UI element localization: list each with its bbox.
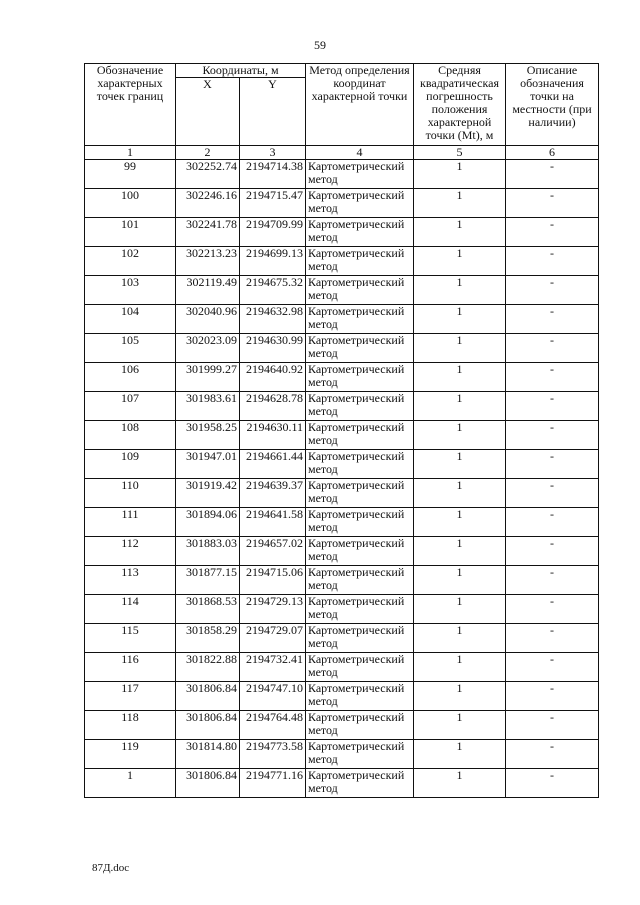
column-number-row — [85, 146, 599, 160]
method-cell: Картометрический метод — [306, 421, 414, 450]
x-coordinate-cell: 301894.06 — [176, 508, 240, 537]
table-row — [85, 363, 599, 392]
error-cell: 1 — [414, 189, 506, 218]
description-cell: - — [506, 769, 599, 798]
point-number-cell: 106 — [85, 363, 176, 392]
table-row — [85, 624, 599, 653]
x-coordinate-cell: 302213.23 — [176, 247, 240, 276]
x-coordinate-cell: 301958.25 — [176, 421, 240, 450]
point-number-cell: 1 — [85, 769, 176, 798]
y-coordinate-cell: 2194729.07 — [240, 624, 306, 653]
error-cell: 1 — [414, 711, 506, 740]
y-coordinate-cell: 2194764.48 — [240, 711, 306, 740]
point-number-cell: 115 — [85, 624, 176, 653]
description-cell: - — [506, 363, 599, 392]
table-row — [85, 595, 599, 624]
point-number-cell: 104 — [85, 305, 176, 334]
description-cell: - — [506, 595, 599, 624]
x-coordinate-cell: 302241.78 — [176, 218, 240, 247]
point-number-cell: 111 — [85, 508, 176, 537]
error-cell: 1 — [414, 537, 506, 566]
table-row — [85, 189, 599, 218]
table-body — [85, 160, 599, 798]
description-cell: - — [506, 218, 599, 247]
description-cell: - — [506, 421, 599, 450]
method-cell: Картометрический метод — [306, 508, 414, 537]
error-cell: 1 — [414, 479, 506, 508]
method-cell: Картометрический метод — [306, 305, 414, 334]
y-coordinate-cell: 2194630.99 — [240, 334, 306, 363]
y-coordinate-cell: 2194661.44 — [240, 450, 306, 479]
y-coordinate-cell: 2194714.38 — [240, 160, 306, 189]
column-number: 6 — [506, 146, 599, 160]
y-coordinate-cell: 2194699.13 — [240, 247, 306, 276]
y-coordinate-cell: 2194641.58 — [240, 508, 306, 537]
table-row — [85, 479, 599, 508]
method-cell: Картометрический метод — [306, 595, 414, 624]
error-cell: 1 — [414, 218, 506, 247]
table-row — [85, 740, 599, 769]
error-cell: 1 — [414, 595, 506, 624]
error-cell: 1 — [414, 450, 506, 479]
method-cell: Картометрический метод — [306, 566, 414, 595]
table-row — [85, 711, 599, 740]
x-coordinate-cell: 302040.96 — [176, 305, 240, 334]
column-number: 4 — [306, 146, 414, 160]
table-row — [85, 682, 599, 711]
description-cell: - — [506, 276, 599, 305]
description-cell: - — [506, 392, 599, 421]
method-cell: Картометрический метод — [306, 363, 414, 392]
x-coordinate-cell: 302023.09 — [176, 334, 240, 363]
header-mean-square-error: Средняя квадратическая погрешность положения характерной точки (Mt), м — [414, 64, 506, 146]
error-cell: 1 — [414, 392, 506, 421]
error-cell: 1 — [414, 682, 506, 711]
point-number-cell: 113 — [85, 566, 176, 595]
method-cell: Картометрический метод — [306, 682, 414, 711]
table-header — [85, 64, 599, 160]
table-row — [85, 769, 599, 798]
y-coordinate-cell: 2194628.78 — [240, 392, 306, 421]
error-cell: 1 — [414, 508, 506, 537]
method-cell: Картометрический метод — [306, 711, 414, 740]
coordinates-table — [84, 63, 599, 798]
description-cell: - — [506, 334, 599, 363]
description-cell: - — [506, 566, 599, 595]
method-cell: Картометрический метод — [306, 479, 414, 508]
description-cell: - — [506, 711, 599, 740]
point-number-cell: 105 — [85, 334, 176, 363]
error-cell: 1 — [414, 740, 506, 769]
method-cell: Картометрический метод — [306, 624, 414, 653]
error-cell: 1 — [414, 421, 506, 450]
table-row — [85, 247, 599, 276]
y-coordinate-cell: 2194732.41 — [240, 653, 306, 682]
column-number: 5 — [414, 146, 506, 160]
method-cell: Картометрический метод — [306, 537, 414, 566]
x-coordinate-cell: 301999.27 — [176, 363, 240, 392]
x-coordinate-cell: 302252.74 — [176, 160, 240, 189]
point-number-cell: 114 — [85, 595, 176, 624]
y-coordinate-cell: 2194771.16 — [240, 769, 306, 798]
method-cell: Картометрический метод — [306, 450, 414, 479]
y-coordinate-cell: 2194715.06 — [240, 566, 306, 595]
description-cell: - — [506, 305, 599, 334]
method-cell: Картометрический метод — [306, 218, 414, 247]
table-row — [85, 218, 599, 247]
point-number-cell: 112 — [85, 537, 176, 566]
header-point-description: Описание обозначения точки на местности (при наличии) — [506, 64, 599, 146]
point-number-cell: 119 — [85, 740, 176, 769]
x-coordinate-cell: 301814.80 — [176, 740, 240, 769]
table-row — [85, 653, 599, 682]
method-cell: Картометрический метод — [306, 276, 414, 305]
table-row — [85, 334, 599, 363]
x-coordinate-cell: 301822.88 — [176, 653, 240, 682]
point-number-cell: 100 — [85, 189, 176, 218]
description-cell: - — [506, 479, 599, 508]
method-cell: Картометрический метод — [306, 247, 414, 276]
error-cell: 1 — [414, 566, 506, 595]
method-cell: Картометрический метод — [306, 653, 414, 682]
y-coordinate-cell: 2194639.37 — [240, 479, 306, 508]
description-cell: - — [506, 682, 599, 711]
point-number-cell: 103 — [85, 276, 176, 305]
y-coordinate-cell: 2194709.99 — [240, 218, 306, 247]
description-cell: - — [506, 450, 599, 479]
point-number-cell: 108 — [85, 421, 176, 450]
point-number-cell: 117 — [85, 682, 176, 711]
y-coordinate-cell: 2194729.13 — [240, 595, 306, 624]
y-coordinate-cell: 2194657.02 — [240, 537, 306, 566]
header-x: X — [176, 78, 240, 146]
column-number: 1 — [85, 146, 176, 160]
point-number-cell: 110 — [85, 479, 176, 508]
error-cell: 1 — [414, 247, 506, 276]
y-coordinate-cell: 2194675.32 — [240, 276, 306, 305]
page-number: 59 — [314, 38, 326, 52]
x-coordinate-cell: 301877.15 — [176, 566, 240, 595]
error-cell: 1 — [414, 769, 506, 798]
description-cell: - — [506, 653, 599, 682]
x-coordinate-cell: 301868.53 — [176, 595, 240, 624]
description-cell: - — [506, 624, 599, 653]
point-number-cell: 116 — [85, 653, 176, 682]
header-point-designation: Обозначение характерных точек границ — [85, 64, 176, 146]
table-row — [85, 392, 599, 421]
y-coordinate-cell: 2194630.11 — [240, 421, 306, 450]
footer-filename: 87Д.doc — [92, 862, 130, 874]
header-method: Метод определения координат характерной точки — [306, 64, 414, 146]
description-cell: - — [506, 189, 599, 218]
header-coordinates: Координаты, м — [176, 64, 306, 78]
point-number-cell: 99 — [85, 160, 176, 189]
point-number-cell: 109 — [85, 450, 176, 479]
table-row — [85, 160, 599, 189]
method-cell: Картометрический метод — [306, 769, 414, 798]
x-coordinate-cell: 301858.29 — [176, 624, 240, 653]
x-coordinate-cell: 301983.61 — [176, 392, 240, 421]
table-row — [85, 305, 599, 334]
table-row — [85, 566, 599, 595]
y-coordinate-cell: 2194747.10 — [240, 682, 306, 711]
x-coordinate-cell: 301883.03 — [176, 537, 240, 566]
table-row — [85, 450, 599, 479]
header-y: Y — [240, 78, 306, 146]
description-cell: - — [506, 508, 599, 537]
method-cell: Картометрический метод — [306, 740, 414, 769]
description-cell: - — [506, 160, 599, 189]
column-number: 3 — [240, 146, 306, 160]
y-coordinate-cell: 2194640.92 — [240, 363, 306, 392]
x-coordinate-cell: 301806.84 — [176, 769, 240, 798]
method-cell: Картометрический метод — [306, 392, 414, 421]
x-coordinate-cell: 301806.84 — [176, 711, 240, 740]
x-coordinate-cell: 302246.16 — [176, 189, 240, 218]
x-coordinate-cell: 301947.01 — [176, 450, 240, 479]
y-coordinate-cell: 2194632.98 — [240, 305, 306, 334]
table-row — [85, 276, 599, 305]
table-row — [85, 421, 599, 450]
y-coordinate-cell: 2194773.58 — [240, 740, 306, 769]
method-cell: Картометрический метод — [306, 189, 414, 218]
column-number: 2 — [176, 146, 240, 160]
error-cell: 1 — [414, 334, 506, 363]
error-cell: 1 — [414, 276, 506, 305]
error-cell: 1 — [414, 363, 506, 392]
x-coordinate-cell: 301919.42 — [176, 479, 240, 508]
error-cell: 1 — [414, 653, 506, 682]
x-coordinate-cell: 301806.84 — [176, 682, 240, 711]
point-number-cell: 102 — [85, 247, 176, 276]
description-cell: - — [506, 247, 599, 276]
error-cell: 1 — [414, 305, 506, 334]
point-number-cell: 107 — [85, 392, 176, 421]
error-cell: 1 — [414, 160, 506, 189]
table-row — [85, 508, 599, 537]
x-coordinate-cell: 302119.49 — [176, 276, 240, 305]
error-cell: 1 — [414, 624, 506, 653]
method-cell: Картометрический метод — [306, 160, 414, 189]
description-cell: - — [506, 740, 599, 769]
method-cell: Картометрический метод — [306, 334, 414, 363]
point-number-cell: 118 — [85, 711, 176, 740]
y-coordinate-cell: 2194715.47 — [240, 189, 306, 218]
description-cell: - — [506, 537, 599, 566]
point-number-cell: 101 — [85, 218, 176, 247]
table-row — [85, 537, 599, 566]
